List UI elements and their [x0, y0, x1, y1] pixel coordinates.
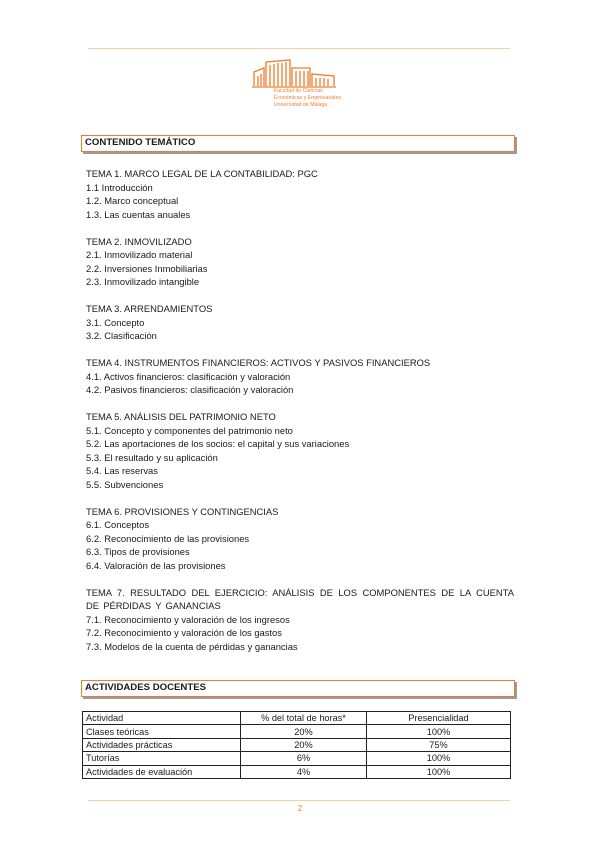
topic-title: TEMA 4. INSTRUMENTOS FINANCIEROS: ACTIVOS Y PASIVOS FINANCIEROS — [86, 357, 431, 368]
topic-item: 6.3. Tipos de provisiones — [86, 546, 190, 557]
topic-item: 5.2. Las aportaciones de los socios: el capital y sus variaciones — [86, 438, 350, 449]
table-cell: Actividades prácticas — [83, 738, 241, 751]
topic-item: 6.4. Valoración de las provisiones — [86, 559, 226, 571]
topic-item: 2.1. Inmovilizado material — [86, 249, 193, 260]
table-header-row — [83, 712, 511, 725]
section-heading-contenido: CONTENIDO TEMÁTICO — [81, 135, 515, 152]
topic-item: 5.4. Las reservas — [86, 465, 158, 476]
table-cell: 20% — [241, 738, 367, 751]
topic-item: 3.1. Concepto — [86, 316, 145, 328]
table-cell: 100% — [367, 752, 511, 765]
table-cell: Actividades de evaluación — [83, 765, 241, 778]
topic-block — [86, 235, 514, 289]
page-number: 2 — [297, 804, 303, 813]
topic-item: 1.3. Las cuentas anuales — [86, 208, 191, 220]
topic-title: TEMA 5. ANÁLISIS DEL PATRIMONIO NETO — [86, 411, 276, 422]
logo-text-line: Universidad de Málaga — [274, 102, 328, 108]
table-header-cell: Presencialidad — [367, 712, 511, 725]
topic-item: 2.3. Inmovilizado intangible — [86, 276, 200, 287]
table-cell: 4% — [241, 765, 367, 778]
table-cell: 75% — [367, 738, 511, 751]
topic-item: 5.1. Concepto y componentes del patrimonio neto — [86, 424, 293, 436]
section-heading-actividades: ACTIVIDADES DOCENTES — [81, 680, 515, 697]
table-header-cell: Actividad — [83, 712, 241, 725]
table-cell: Clases teóricas — [83, 725, 241, 738]
topic-item: 6.2. Reconocimiento de las provisiones — [86, 532, 250, 544]
topic-title: TEMA 1. MARCO LEGAL DE LA CONTABILIDAD: PGC — [86, 168, 318, 179]
topic-item: 6.1. Conceptos — [86, 519, 150, 530]
topic-block — [86, 167, 514, 221]
topic-block — [86, 356, 514, 397]
table-header-cell: % del total de horas* — [241, 712, 367, 725]
logo-text-line: Facultad de Ciencias — [274, 88, 323, 94]
topic-item: 7.1. Reconocimiento y valoración de los ingresos — [86, 613, 290, 625]
table-cell: 100% — [367, 725, 511, 738]
topic-item: 2.2. Inversiones Inmobiliarias — [86, 262, 208, 274]
header-rule — [88, 48, 510, 49]
topic-item: 1.2. Marco conceptual — [86, 195, 179, 206]
topic-item: 4.1. Activos financieros: clasificación y valoración — [86, 370, 291, 382]
topic-item: 3.2. Clasificación — [86, 330, 157, 341]
topic-block — [86, 302, 514, 343]
footer-rule — [88, 800, 510, 801]
table-row — [83, 752, 511, 765]
topic-title: TEMA 6. PROVISIONES Y CONTINGENCIAS — [86, 505, 279, 517]
topic-block — [86, 586, 514, 654]
topic-item: 4.2. Pasivos financieros: clasificación y valoración — [86, 384, 294, 395]
topic-block — [86, 505, 514, 573]
logo-text-line: Económicas y Empresariales — [274, 95, 342, 101]
topic-title: TEMA 2. INMOVILIZADO — [86, 235, 192, 247]
topics-list — [86, 167, 514, 667]
table-row — [83, 725, 511, 738]
table-row — [83, 738, 511, 751]
activities-table — [82, 711, 511, 779]
topic-title: TEMA 7. RESULTADO DEL EJERCICIO: ANÁLISIS DE LOS COMPONENTES DE LA CUENTA DE PÉRDIDAS Y GANANCIAS — [86, 586, 514, 611]
topic-title: TEMA 3. ARRENDAMIENTOS — [86, 303, 213, 314]
topic-item: 7.2. Reconocimiento y valoración de los gastos — [86, 627, 282, 638]
table-cell: 100% — [367, 765, 511, 778]
topic-item: 5.5. Subvenciones — [86, 478, 164, 490]
table-cell: 20% — [241, 725, 367, 738]
table-row — [83, 765, 511, 778]
topic-item: 1.1 Introducción — [86, 181, 153, 193]
table-cell: 6% — [241, 752, 367, 765]
table-cell: Tutorías — [83, 752, 241, 765]
topic-item: 5.3. El resultado y su aplicación — [86, 451, 218, 463]
topic-item: 7.3. Modelos de la cuenta de pérdidas y ganancias — [86, 640, 298, 652]
topic-block — [86, 410, 514, 491]
